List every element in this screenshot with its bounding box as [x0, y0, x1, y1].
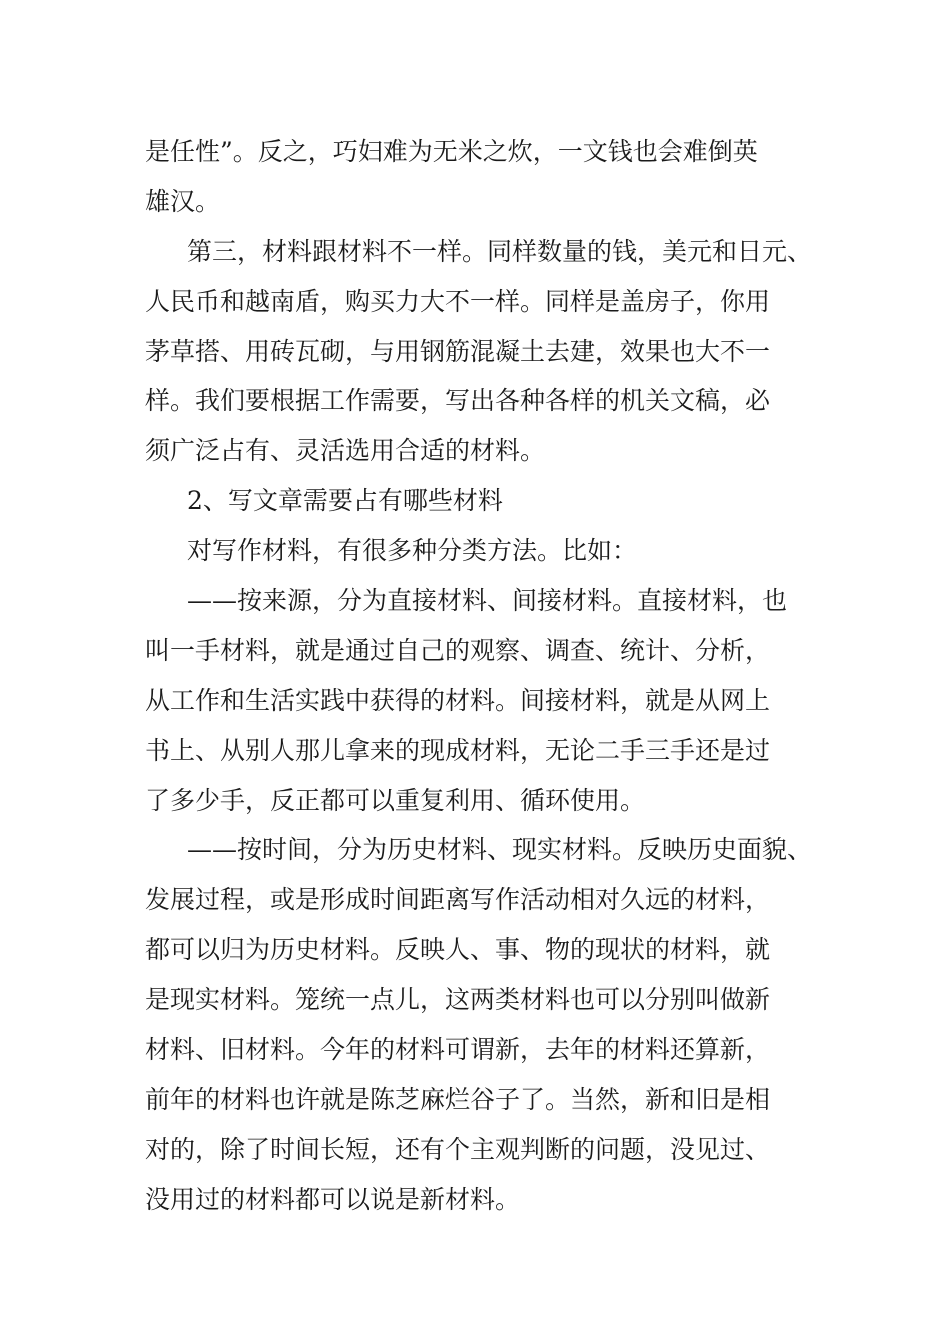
text-line-10: ——按来源，分为直接材料、间接材料。直接材料，也 [187, 586, 788, 616]
text-line-22: 没用过的材料都可以说是新材料。 [145, 1184, 521, 1214]
text-line-15: ——按时间，分为历史材料、现实材料。反映历史面貌、 [187, 835, 813, 865]
text-line-20: 前年的材料也许就是陈芝麻烂谷子了。当然，新和旧是相 [145, 1084, 771, 1114]
text-line-6: 样。我们要根据工作需要，写出各种各样的机关文稿，必 [145, 386, 771, 416]
text-line-21: 对的，除了时间长短，还有个主观判断的问题，没见过、 [145, 1134, 771, 1164]
text-line-17: 都可以归为历史材料。反映人、事、物的现状的材料，就 [145, 935, 771, 965]
section-heading: 2、写文章需要占有哪些材料 [187, 486, 503, 516]
text-line-9: 对写作材料，有很多种分类方法。比如： [187, 536, 638, 566]
text-line-1: 是任性”。反之，巧妇难为无米之炊，一文钱也会难倒英 [145, 137, 758, 166]
text-line-4: 人民币和越南盾，购买力大不一样。同样是盖房子，你用 [145, 286, 771, 316]
text-line-2: 雄汉。 [145, 186, 221, 216]
text-line-13: 书上、从别人那儿拿来的现成材料，无论二手三手还是过 [145, 735, 771, 765]
text-line-12: 从工作和生活实践中获得的材料。间接材料，就是从网上 [145, 685, 771, 715]
text-line-14: 了多少手，反正都可以重复利用、循环使用。 [145, 785, 646, 815]
text-line-18: 是现实材料。笼统一点儿，这两类材料也可以分别叫做新 [145, 985, 771, 1015]
text-line-7: 须广泛占有、灵活选用合适的材料。 [145, 436, 546, 466]
text-line-5: 茅草搭、用砖瓦砌，与用钢筋混凝土去建，效果也大不一 [145, 336, 771, 366]
text-line-3: 第三，材料跟材料不一样。同样数量的钱，美元和日元、 [187, 236, 813, 266]
text-line-19: 材料、旧材料。今年的材料可谓新，去年的材料还算新， [145, 1035, 771, 1065]
document-page [145, 127, 815, 1225]
text-line-11: 叫一手材料，就是通过自己的观察、调查、统计、分析， [145, 635, 771, 665]
text-line-16: 发展过程，或是形成时间距离写作活动相对久远的材料， [145, 885, 771, 915]
